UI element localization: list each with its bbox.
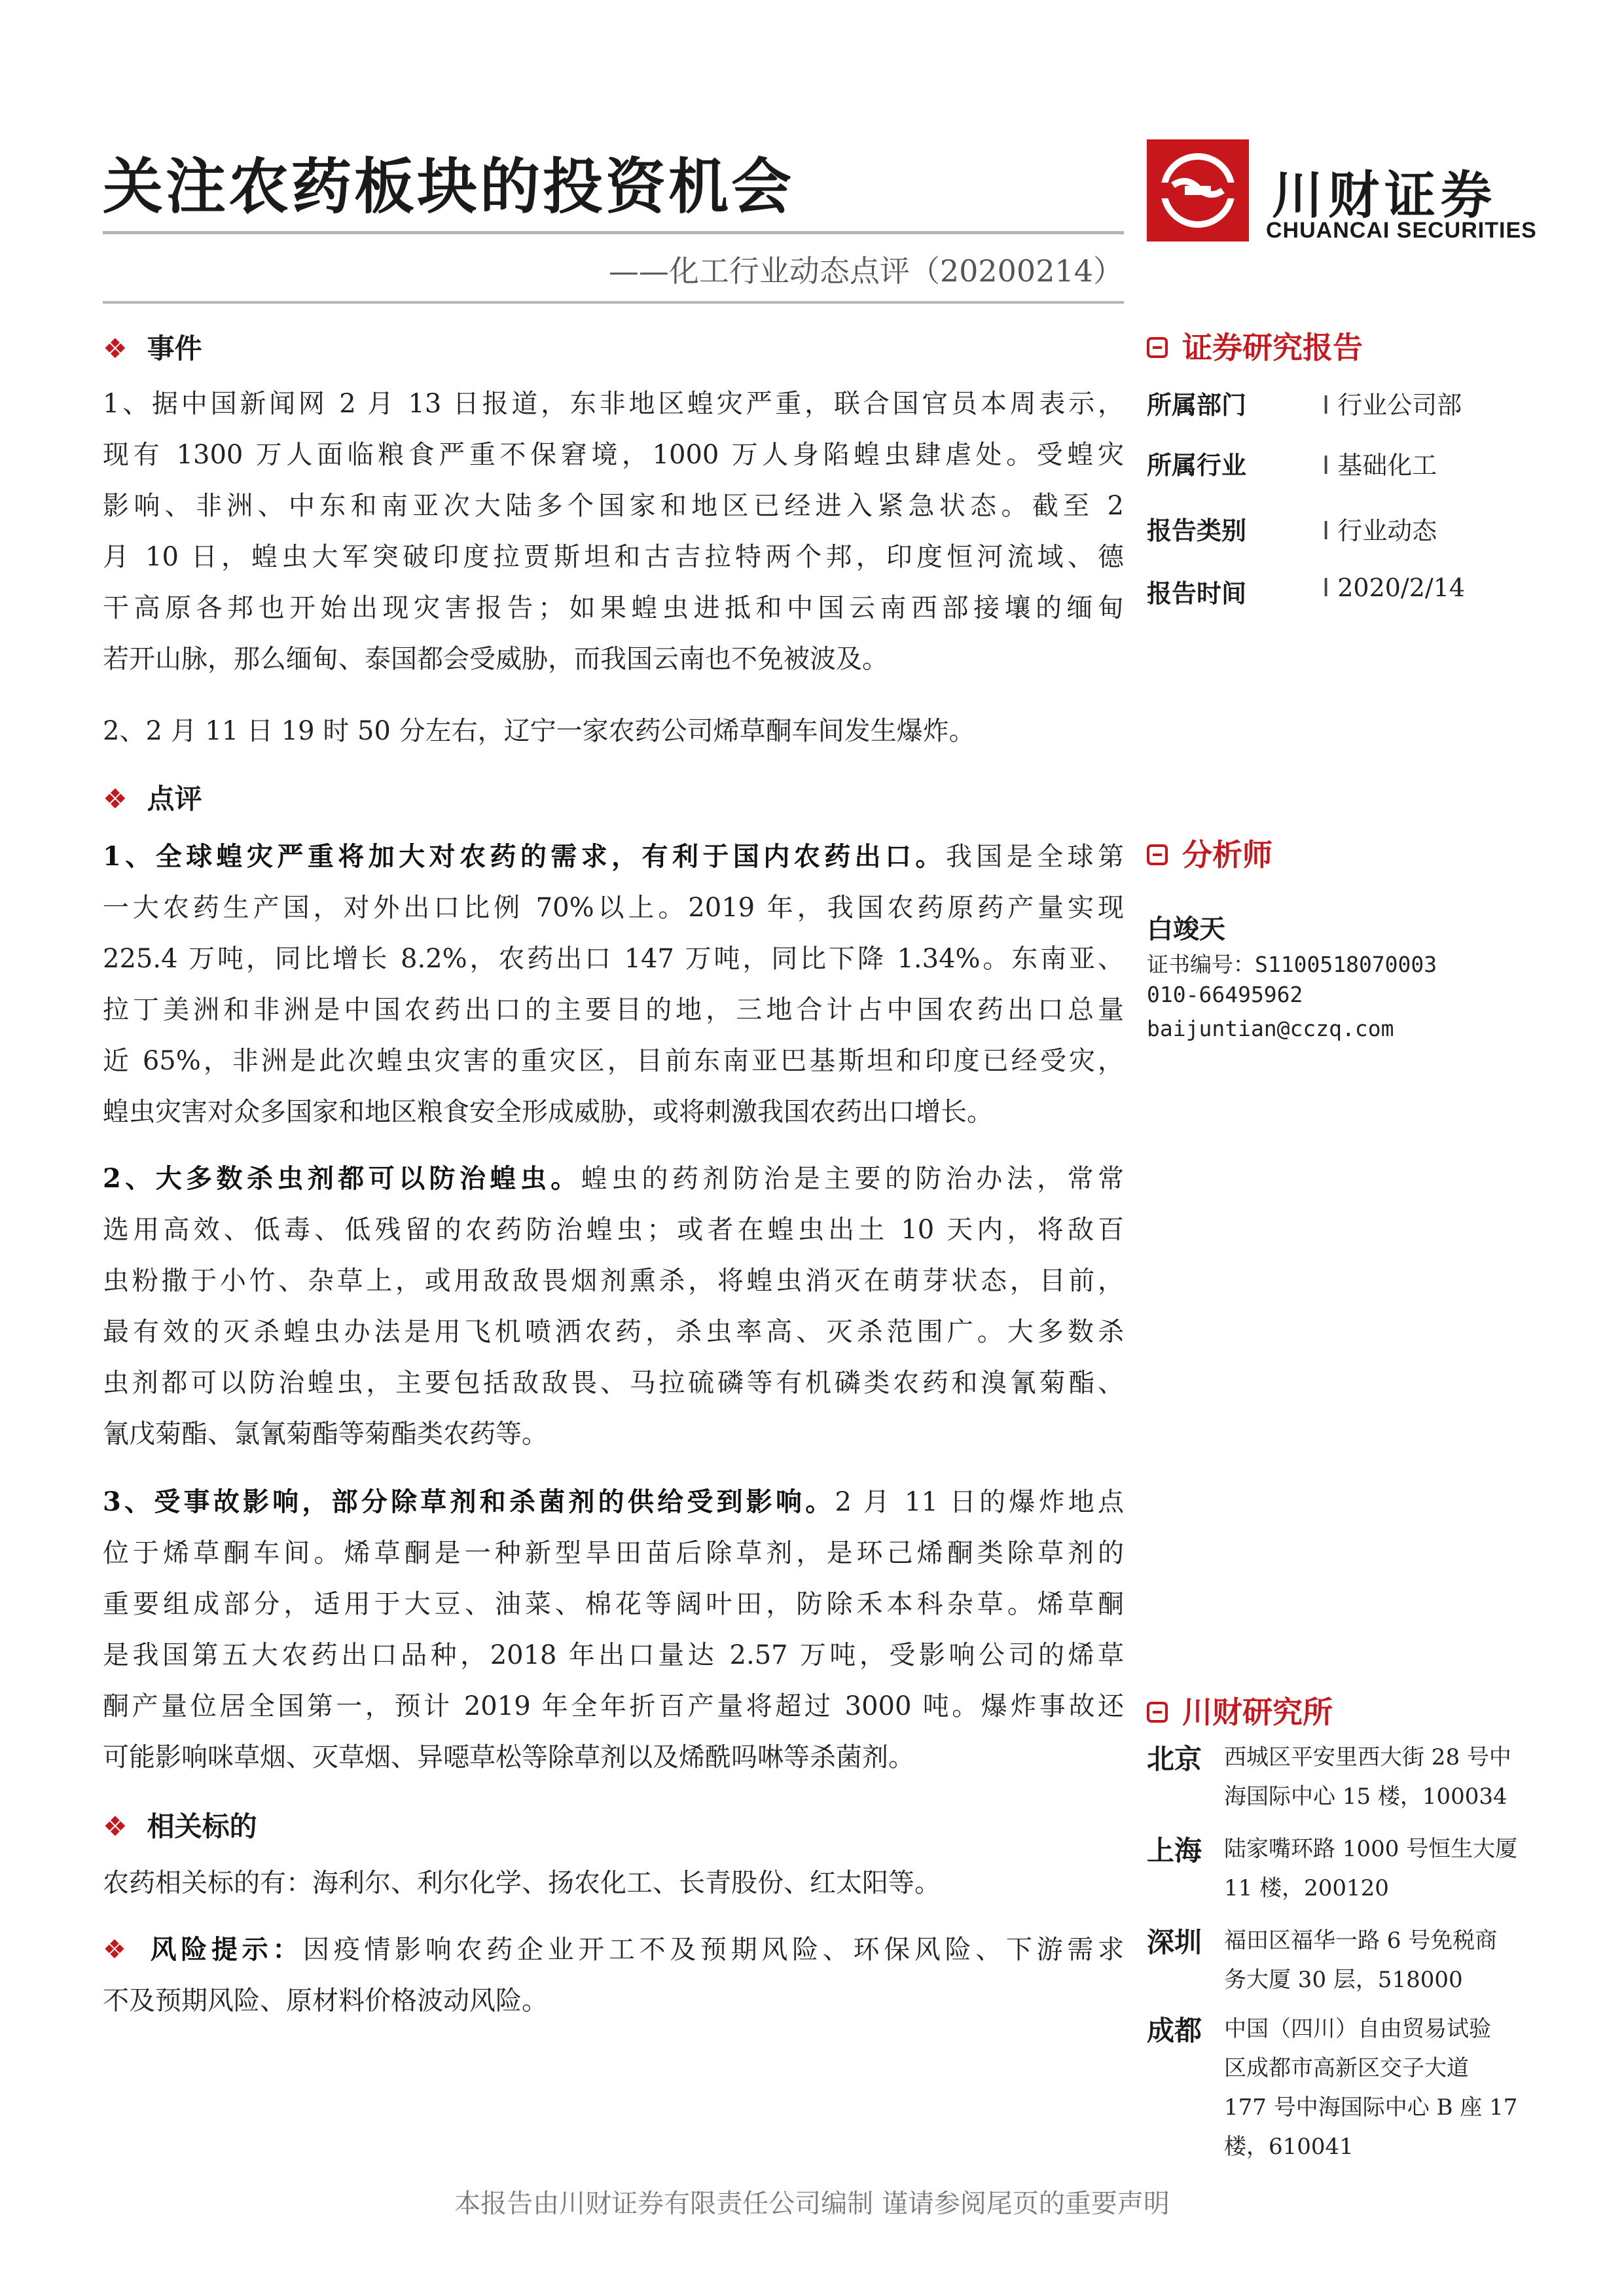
- office-city-shanghai: 上海: [1147, 1835, 1202, 1867]
- report-subtitle: ——化工行业动态点评（20200214）: [608, 253, 1123, 289]
- comment-heading: ❖ 点评: [103, 783, 202, 815]
- analyst-cert: 证书编号：S1100518070003: [1147, 952, 1437, 977]
- event-paragraph-1: 1、据中国新闻网 2 月 13 日报道，东非地区蝗灾严重，联合国官员本周表示， 现有 1300 万人面临粮食严重不保窘境，1000 万人身陷蝗虫肆虐处。受蝗灾 影响、非洲、中东和南亚次大陆多个国家和地区已经进入紧急状态。截至 2 月 10 日，蝗虫大军突破印度拉贾斯坦和古吉拉特两个邦，印度恒河流域、德 干高原各邦也开始出现灾害报告；如果蝗虫进抵和中国云南西部接壤的缅甸 若开山脉，那么缅甸、泰国都会受威胁，而我国云南也不免被波及。: [103, 389, 1124, 674]
- office-address-shanghai: 陆家嘴环路 1000 号恒生大厦 11 楼，200120: [1224, 1836, 1518, 1901]
- related-heading: ❖ 相关标的: [103, 1810, 257, 1842]
- report-info-heading: 证券研究报告: [1147, 324, 1363, 367]
- office-address-shenzhen: 福田区福华一路 6 号免税商 务大厦 30 层，518000: [1224, 1928, 1498, 1993]
- info-value-type: I 行业动态: [1322, 511, 1437, 547]
- office-city-chengdu: 成都: [1147, 2015, 1202, 2047]
- analyst-name: 白竣天: [1147, 914, 1225, 944]
- company-logo-icon: [1147, 139, 1249, 242]
- header-divider-bottom: [103, 301, 1124, 304]
- comment-paragraph-3: 3、受事故影响，部分除草剂和杀菌剂的供给受到影响。2 月 11 日的爆炸地点 位于烯草酮车间。烯草酮是一种新型旱田苗后除草剂，是环己烯酮类除草剂的 重要组成部分，适用于大豆、油菜、棉花等阔叶田，防除禾本科杂草。烯草酮 是我国第五大农药出口品种，2018 年出口量达 2.57 万吨，受影响公司的烯草 酮产量位居全国第一，预计 2019 年全年折百产量将超过 3000 吨。爆炸事故还 可能影响咪草烟、灭草烟、异噁草松等除草剂以及烯酰吗啉等杀菌剂。: [103, 1486, 1124, 1772]
- institute-heading: 川财研究所: [1147, 1689, 1333, 1732]
- office-address-chengdu: 中国（四川）自由贸易试验 区成都市高新区交子大道 177 号中海国际中心 B 座 17 楼，610041: [1224, 2016, 1518, 2160]
- diamond-bullet-icon: ❖: [103, 783, 128, 815]
- section-icon: [1147, 844, 1168, 865]
- office-city-shenzhen: 深圳: [1147, 1926, 1202, 1958]
- diamond-bullet-icon: ❖: [103, 1810, 128, 1842]
- company-name-cn: 川财证券: [1272, 166, 1498, 225]
- section-icon: [1147, 337, 1168, 358]
- comment-paragraph-1: 1、全球蝗灾严重将加大对农药的需求，有利于国内农药出口。我国是全球第 一大农药生产国，对外出口比例 70%以上。2019 年，我国农药原药产量实现 225.4 万吨，同比增长 8.2%，农药出口 147 万吨，同比下降 1.34%。东南亚、 拉丁美洲和非洲是中国农药出口的主要目的地，三地合计占中国农药出口总量 近 65%，非洲是此次蝗虫灾害的重灾区，目前东南亚巴基斯坦和印度已经受灾， 蝗虫灾害对众多国家和地区粮食安全形成威胁，或将刺激我国农药出口增长。: [103, 841, 1124, 1127]
- info-key-industry: 所属行业: [1147, 450, 1247, 480]
- diamond-bullet-icon: ❖: [103, 1935, 131, 1965]
- analyst-heading: 分析师: [1147, 831, 1272, 874]
- event-heading: ❖ 事件: [103, 332, 202, 365]
- report-title: 关注农药板块的投资机会: [103, 151, 795, 222]
- info-value-date: I 2020/2/14: [1322, 573, 1465, 602]
- section-icon: [1147, 1702, 1168, 1723]
- header-divider-top: [103, 231, 1124, 234]
- analyst-email[interactable]: baijuntian@cczq.com: [1147, 1016, 1394, 1041]
- event-paragraph-2: 2、2 月 11 日 19 时 50 分左右，辽宁一家农药公司烯草酮车间发生爆炸。: [103, 716, 975, 746]
- diamond-bullet-icon: ❖: [103, 332, 128, 365]
- footer-disclaimer: 本报告由川财证券有限责任公司编制 谨请参阅尾页的重要声明: [454, 2189, 1170, 2219]
- office-city-beijing: 北京: [1147, 1743, 1202, 1775]
- company-name-en: CHUANCAI SECURITIES: [1266, 218, 1537, 243]
- info-value-department: I 行业公司部: [1322, 385, 1462, 421]
- analyst-phone: 010-66495962: [1147, 982, 1303, 1007]
- comment-paragraph-2: 2、大多数杀虫剂都可以防治蝗虫。蝗虫的药剂防治是主要的防治办法，常常 选用高效、低毒、低残留的农药防治蝗虫；或者在蝗虫出土 10 天内，将敌百 虫粉撒于小竹、杂草上，或用敌敌畏烟剂熏杀，将蝗虫消灭在萌芽状态，目前， 最有效的灭杀蝗虫办法是用飞机喷洒农药，杀虫率高、灭杀范围广。大多数杀 虫剂都可以防治蝗虫，主要包括敌敌畏、马拉硫磷等有机磷类农药和溴氰菊酯、 氰戊菊酯、氯氰菊酯等菊酯类农药等。: [103, 1163, 1124, 1449]
- info-key-date: 报告时间: [1147, 579, 1247, 608]
- info-key-type: 报告类别: [1147, 516, 1247, 545]
- info-key-department: 所属部门: [1147, 390, 1247, 420]
- risk-paragraph: ❖ 风险提示：因疫情影响农药企业开工不及预期风险、环保风险、下游需求 不及预期风险、原材料价格波动风险。: [103, 1934, 1124, 2016]
- info-value-industry: I 基础化工: [1322, 445, 1437, 481]
- office-address-beijing: 西城区平安里西大街 28 号中 海国际中心 15 楼，100034: [1224, 1744, 1511, 1810]
- related-paragraph: 农药相关标的有：海利尔、利尔化学、扬农化工、长青股份、红太阳等。: [103, 1868, 941, 1898]
